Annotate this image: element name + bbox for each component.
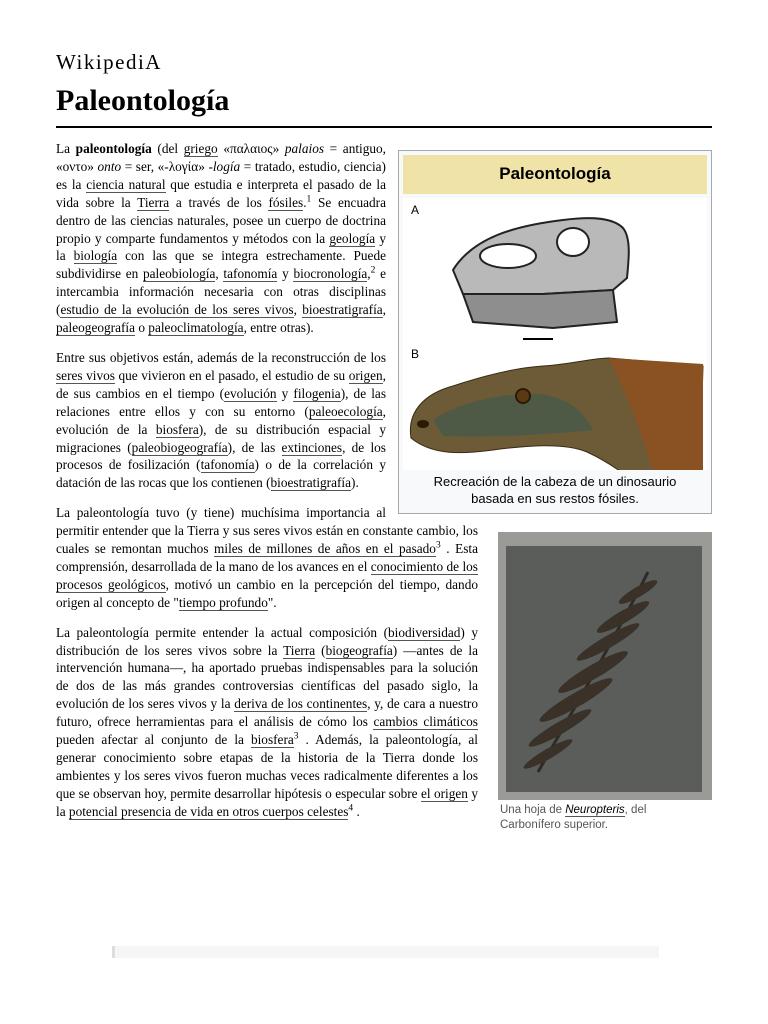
text-run: . [303,194,307,210]
text-run: y la [56,785,478,819]
text-run: La [56,141,76,156]
text-run: , evolución de la [56,403,386,437]
wiki-link[interactable]: paleobiología [143,266,216,282]
text-run: Entre sus objetivos están, además de la reconstrucción de los [56,349,386,365]
text-run: y la [56,230,386,264]
wiki-link[interactable]: estudio de la evolución de los seres vivos [60,302,294,318]
link-neuropteris[interactable]: Neuropteris [565,803,625,816]
text-run: ) y distribución de los seres vivos sobre la [56,624,478,658]
wiki-link[interactable]: biosfera [250,732,294,748]
citation-ref[interactable]: 4 [348,803,354,814]
text-run: , [293,302,303,318]
wiki-link[interactable]: biogeografía [325,642,393,658]
text-run: = tratado, estudio, ciencia) es la [56,158,386,192]
infobox [398,150,712,514]
italic-term: palaios [284,141,325,156]
text-run: ), de su distribución espacial y migraciones ( [56,421,386,455]
text-run: (del [151,141,184,156]
wiki-link[interactable]: bioestratigrafía [302,302,383,318]
text-run: que estudia e interpreta el pasado de la vida sobre la [56,176,386,210]
wiki-link[interactable]: potencial presencia de vida en otros cuerpos celestes [68,803,349,819]
thumbnail-caption: Una hoja de Neuropteris, del Carbonífero superior. [500,803,647,831]
wiki-link[interactable]: deriva de los continentes [234,696,368,712]
wiki-link[interactable]: fósiles [268,194,304,210]
wiki-link[interactable]: paleogeografía [56,320,135,336]
text-run: ) o de la correlación y datación de las rocas que los contienen ( [56,457,386,491]
text-run: , de sus cambios en el tiempo ( [56,367,386,401]
title-divider [56,126,712,128]
wiki-link[interactable]: biología [73,248,118,264]
infobox-title: Paleontología [403,155,707,194]
text-run: , entre otras). [243,320,314,336]
dinosaur-head-illustration[interactable] [403,198,707,470]
wiki-link[interactable]: evolución [224,385,277,401]
wiki-link[interactable]: conocimiento de los procesos geológicos [56,558,478,592]
bold-term: paleontología [75,141,152,156]
fern-fossil-image[interactable] [498,532,712,800]
wiki-link[interactable]: biocronología [293,266,368,282]
text-run: . [353,803,360,819]
italic-term: -logía [208,158,241,174]
wiki-link[interactable]: Tierra [137,194,170,210]
citation-ref[interactable]: 1 [306,194,312,205]
wikipedia-logo[interactable]: WikipediA [56,50,162,74]
wiki-link[interactable]: origen [348,367,383,383]
wiki-link[interactable]: tafonomía [200,457,255,473]
text-run: La paleontología permite entender la actual composición ( [56,624,389,640]
text-run: que vivieron en el pasado, el estudio de su [114,367,349,383]
wiki-link[interactable]: biosfera [155,421,199,437]
text-run: ), de las [227,439,282,455]
text-run: Se encuadra dentro de las ciencias naturales, posee un cuerpo de doctrina propio y comparte fundamentos y métodos con la [56,194,386,246]
text-run: . Además, la paleontología, al generar conocimiento sobre etapas de la historia de la Tierra donde los ambientes y los seres vivos fueron muchas veces radicalmente diferentes a los que se observan hoy, permite desarrollar hipótesis o especular sobre [56,732,479,801]
text-run: e intercambia información necesaria con otras disciplinas ( [56,266,386,318]
text-run: , [382,302,386,318]
wiki-link[interactable]: paleoecología [308,403,383,419]
wiki-link[interactable]: tiempo profundo [178,594,268,610]
text-run: ), de las relaciones entre ellos y con su entorno ( [56,385,386,419]
infobox-caption: Recreación de la cabeza de un dinosaurio basada en sus restos fósiles. [433,473,677,506]
wiki-link[interactable]: seres vivos [56,367,115,383]
wiki-link[interactable]: Tierra [283,642,316,658]
wiki-link[interactable]: biodiversidad [388,624,461,640]
text-run: = ser, «-λογία» [121,158,209,174]
text-run: con las que se integra estrechamente. Puede subdividirse en [56,248,387,282]
text-run: y [276,385,294,401]
article-body [56,140,712,839]
text-run: ). [351,475,359,491]
wiki-link[interactable]: tafonomía [223,266,278,282]
text-run: «παλαιος» [217,141,285,156]
citation-ref[interactable]: 2 [370,265,376,276]
text-run: a través de los [169,194,269,210]
wiki-link[interactable]: ciencia natural [86,176,166,192]
wiki-link[interactable]: paleoclimatología [148,320,244,336]
text-run: ( [315,642,326,658]
italic-term: onto [97,158,122,174]
text-run: La paleontología tuvo (y tiene) muchísima importancia al permitir entender que la Tierra y sus seres vivos están en constante cambio, los cuales se remontan muchos [56,505,478,557]
text-run: , [215,266,224,282]
wiki-link[interactable]: paleobiogeografía [131,439,228,455]
wiki-link[interactable]: filogenia [293,385,341,401]
text-run: = antiguo, «οντο» [56,141,387,174]
text-run: , y, de cara a nuestro futuro, ofrece herramientas para el análisis de cómo los [56,696,478,730]
wiki-link[interactable]: geología [329,230,376,246]
wiki-link[interactable]: el origen [420,785,468,801]
page-title: Paleontología [56,84,230,117]
text-run: y [277,266,294,282]
text-run: pueden afectar al conjunto de la [56,732,251,748]
text-run: , de los procesos de fosilización ( [56,439,386,473]
footer-bar [112,946,659,958]
fossil-thumbnail [498,532,712,833]
text-run: o [135,320,149,336]
text-run: . Esta comprensión, desarrollada de la mano de los avances en el [56,541,478,574]
wiki-link[interactable]: extinciones [281,439,343,455]
wiki-link[interactable]: miles de millones de años en el pasado [214,541,436,557]
wiki-link[interactable]: bioestratigrafía [270,475,352,491]
citation-ref[interactable]: 3 [293,731,299,742]
text-run: ) —antes de la intervención humana—, ha aportado pruebas indispensables para la solución de dos de las más grandes controversias científicas del pasado siglo, la evolución de los seres vivos y la [56,642,478,712]
citation-ref[interactable]: 3 [435,540,441,551]
text-run: ". [267,594,277,610]
text-run: , [367,266,371,282]
wiki-link[interactable]: griego [183,141,218,156]
illustration-label-b: B [411,346,420,361]
text-run: , motivó un cambio en la percepción del tiempo, dando origen al concepto de " [56,576,478,610]
wiki-link[interactable]: cambios climáticos [373,714,478,730]
illustration-label-a: A [411,202,420,217]
